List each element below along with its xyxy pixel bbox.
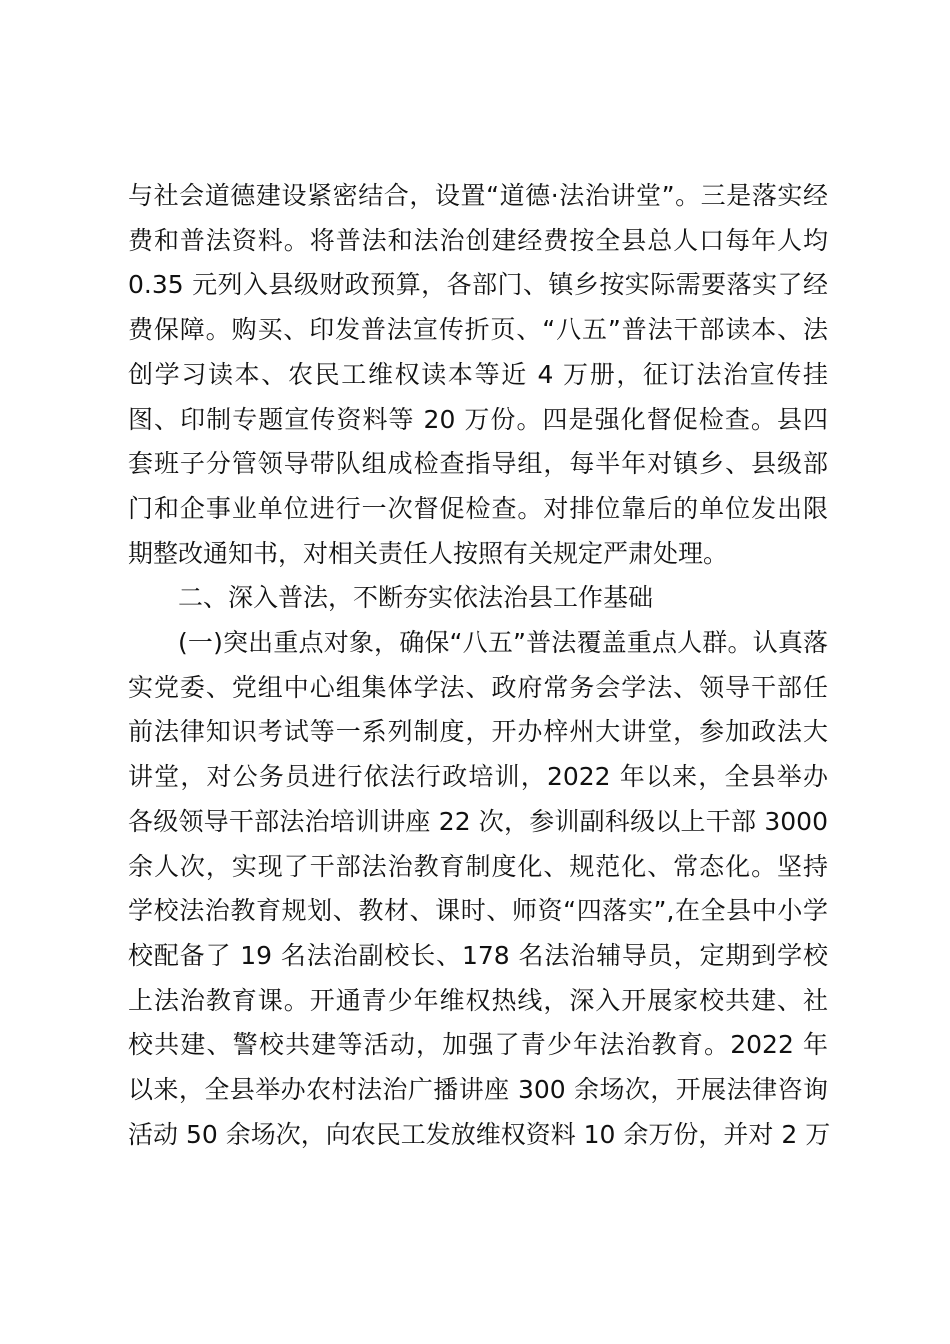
text-line: 门和企事业单位进行一次督促检查。对排位靠后的单位发出限 [128, 493, 828, 523]
text-line: 校配备了 19 名法治副校长、178 名法治辅导员，定期到学校 [128, 940, 828, 970]
text-line: 以来，全县举办农村法治广播讲座 300 余场次，开展法律咨询 [128, 1075, 828, 1104]
text-line: 图、印制专题宣传资料等 20 万份。四是强化督促检查。县四 [128, 404, 828, 434]
text-line: 实党委、党组中心组集体学法、政府常务会学法、领导干部任 [128, 672, 828, 702]
text-line: 讲堂，对公务员进行依法行政培训，2022 年以来，全县举办 [128, 762, 828, 792]
text-line: 费和普法资料。将普法和法治创建经费按全县总人口每年人均 [128, 225, 828, 255]
text-line: 0.35 元列入县级财政预算，各部门、镇乡按实际需要落实了经 [128, 270, 828, 300]
paragraph-start-line: (一)突出重点对象，确保“八五”普法覆盖重点人群。认真落 [178, 628, 828, 657]
text-line: 创学习读本、农民工维权读本等近 4 万册，征订法治宣传挂 [128, 359, 828, 389]
text-line: 套班子分管领导带队组成检查指导组，每半年对镇乡、县级部 [128, 449, 828, 479]
text-line: 期整改通知书，对相关责任人按照有关规定严肃处理。 [128, 538, 729, 568]
text-line: 前法律知识考试等一系列制度，开办梓州大讲堂，参加政法大 [128, 717, 828, 747]
text-line: 校共建、警校共建等活动，加强了青少年法治教育。2022 年 [128, 1030, 828, 1060]
text-line: 学校法治教育规划、教材、课时、师资“四落实”,在全县中小学 [128, 896, 828, 926]
text-line: 费保障。购买、印发普法宣传折页、“八五”普法干部读本、法 [128, 315, 828, 345]
text-line: 各级领导干部法治培训讲座 22 次，参训副科级以上干部 3000 [128, 806, 828, 836]
text-line: 与社会道德建设紧密结合，设置“道德·法治讲堂”。三是落实经 [128, 181, 828, 210]
text-line: 上法治教育课。开通青少年维权热线，深入开展家校共建、社 [128, 985, 828, 1015]
text-line: 活动 50 余场次，向农民工发放维权资料 10 余万份，并对 2 万 [128, 1119, 831, 1149]
text-line: 余人次，实现了干部法治教育制度化、规范化、常态化。坚持 [128, 851, 828, 881]
paragraph-start-line: 二、深入普法，不断夯实依法治县工作基础 [178, 583, 654, 613]
